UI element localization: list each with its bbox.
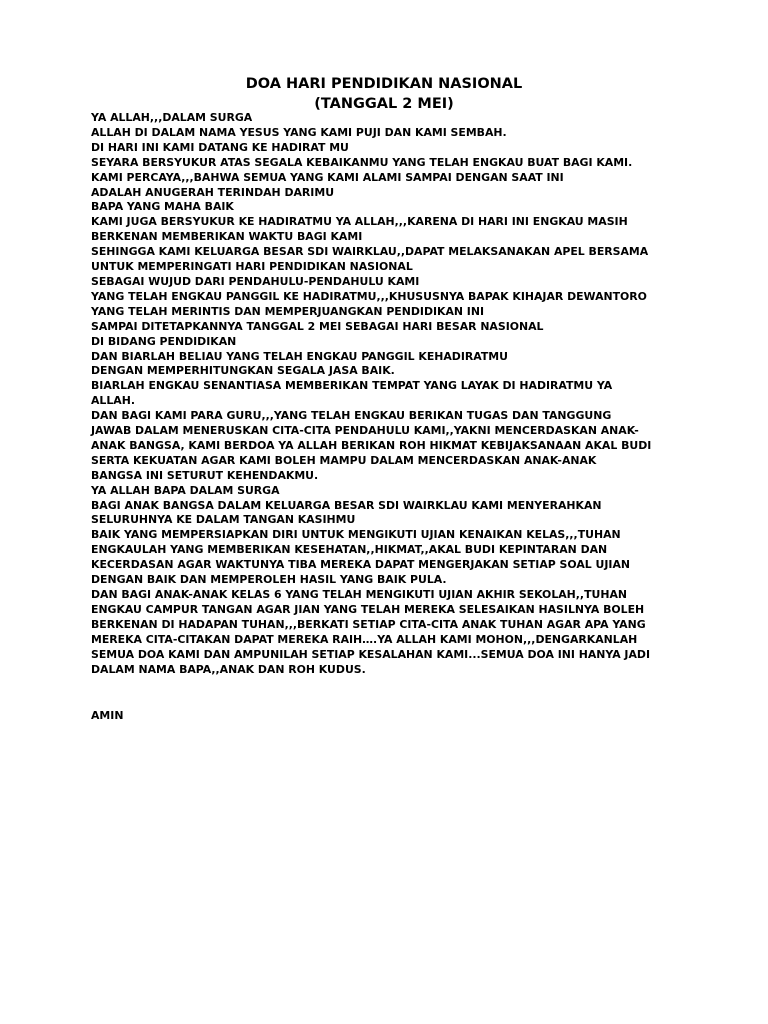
body-line: KAMI JUGA BERSYUKUR KE HADIRATMU YA ALLAH,,,KARENA DI HARI INI ENGKAU MASIH [91, 215, 628, 229]
body-line: MEREKA CITA-CITAKAN DAPAT MEREKA RAIH….YA ALLAH KAMI MOHON,,,DENGARKANLAH [91, 632, 638, 646]
title-line-2: (TANGGAL 2 MEI) [314, 96, 454, 112]
body-line: BERKENAN DI HADAPAN TUHAN,,,BERKATI SETIAP CITA-CITA ANAK TUHAN AGAR APA YANG [91, 617, 646, 631]
body-line: ADALAH ANUGERAH TERINDAH DARIMU [91, 185, 335, 199]
body-line: YANG TELAH MERINTIS DAN MEMPERJUANGKAN PENDIDIKAN INI [91, 304, 485, 318]
body-line: UNTUK MEMPERINGATI HARI PENDIDIKAN NASIONAL [91, 260, 413, 274]
body-line: DAN BAGI ANAK-ANAK KELAS 6 YANG TELAH MENGIKUTI UJIAN AKHIR SEKOLAH,,TUHAN [91, 588, 627, 601]
body-line: DAN BIARLAH BELIAU YANG TELAH ENGKAU PANGGIL KEHADIRATMU [91, 349, 508, 363]
body-line: ENGKAULAH YANG MEMBERIKAN KESEHATAN,,HIKMAT,,AKAL BUDI KEPINTARAN DAN [91, 543, 608, 557]
body-line: ALLAH DI DALAM NAMA YESUS YANG KAMI PUJI DAN KAMI SEMBAH. [91, 125, 507, 139]
body-line: DENGAN BAIK DAN MEMPEROLEH HASIL YANG BAIK PULA. [91, 573, 447, 587]
body-line: BANGSA INI SETURUT KEHENDAKMU. [91, 468, 319, 482]
body-line: BAPA YANG MAHA BAIK [91, 200, 234, 214]
body-line: BERKENAN MEMBERIKAN WAKTU BAGI KAMI [91, 230, 363, 244]
body-line: SEMUA DOA KAMI DAN AMPUNILAH SETIAP KESALAHAN KAMI...SEMUA DOA INI HANYA JADI [91, 647, 651, 661]
body-line: SEHINGGA KAMI KELUARGA BESAR SDI WAIRKLAU,,DAPAT MELAKSANAKAN APEL BERSAMA [91, 245, 649, 259]
body-line: ENGKAU CAMPUR TANGAN AGAR JIAN YANG TELAH MEREKA SELESAIKAN HASILNYA BOLEH [91, 602, 645, 616]
closing-amen: AMIN [91, 709, 124, 722]
body-line: SEBAGAI WUJUD DARI PENDAHULU-PENDAHULU KAMI [91, 274, 420, 288]
body-line: DI BIDANG PENDIDIKAN [91, 334, 237, 348]
title-line-1: DOA HARI PENDIDIKAN NASIONAL [245, 76, 523, 92]
body-line: BAGI ANAK BANGSA DALAM KELUARGA BESAR SDI WAIRKLAU KAMI MENYERAHKAN [91, 498, 602, 512]
body-line: SERTA KEKUATAN AGAR KAMI BOLEH MAMPU DALAM MENCERDASKAN ANAK-ANAK [91, 453, 597, 467]
body-line: KECERDASAN AGAR WAKTUNYA TIBA MEREKA DAPAT MENGERJAKAN SETIAP SOAL UJIAN [91, 558, 631, 572]
body-line: ALLAH. [91, 394, 135, 408]
body-line: DI HARI INI KAMI DATANG KE HADIRAT MU [91, 140, 349, 154]
body-line: BAIK YANG MEMPERSIAPKAN DIRI UNTUK MENGIKUTI UJIAN KENAIKAN KELAS,,,TUHAN [91, 528, 621, 542]
body-line: YANG TELAH ENGKAU PANGGIL KE HADIRATMU,,,KHUSUSNYA BAPAK KIHAJAR DEWANTORO [91, 289, 647, 303]
body-line: SELURUHNYA KE DALAM TANGAN KASIHMU [91, 513, 356, 527]
body-line: SEYARA BERSYUKUR ATAS SEGALA KEBAIKANMU YANG TELAH ENGKAU BUAT BAGI KAMI. [91, 155, 633, 169]
body-line: ANAK BANGSA, KAMI BERDOA YA ALLAH BERIKAN ROH HIKMAT KEBIJAKSANAAN AKAL BUDI [91, 438, 652, 452]
prayer-body [91, 111, 686, 677]
body-line: SAMPAI DITETAPKANNYA TANGGAL 2 MEI SEBAGAI HARI BESAR NASIONAL [91, 319, 544, 333]
body-line: BIARLAH ENGKAU SENANTIASA MEMBERIKAN TEMPAT YANG LAYAK DI HADIRATMU YA [91, 379, 613, 393]
body-line: DALAM NAMA BAPA,,ANAK DAN ROH KUDUS. [91, 662, 366, 676]
body-line: YA ALLAH BAPA DALAM SURGA [91, 483, 280, 497]
body-line: DAN BAGI KAMI PARA GURU,,,YANG TELAH ENGKAU BERIKAN TUGAS DAN TANGGUNG [91, 409, 612, 423]
document-title [0, 74, 768, 114]
body-line: YA ALLAH,,,DALAM SURGA [91, 111, 253, 124]
body-line: KAMI PERCAYA,,,BAHWA SEMUA YANG KAMI ALAMI SAMPAI DENGAN SAAT INI [91, 170, 564, 184]
body-line: DENGAN MEMPERHITUNGKAN SEGALA JASA BAIK. [91, 364, 395, 378]
body-line: JAWAB DALAM MENERUSKAN CITA-CITA PENDAHULU KAMI,,YAKNI MENCERDASKAN ANAK- [91, 424, 639, 438]
